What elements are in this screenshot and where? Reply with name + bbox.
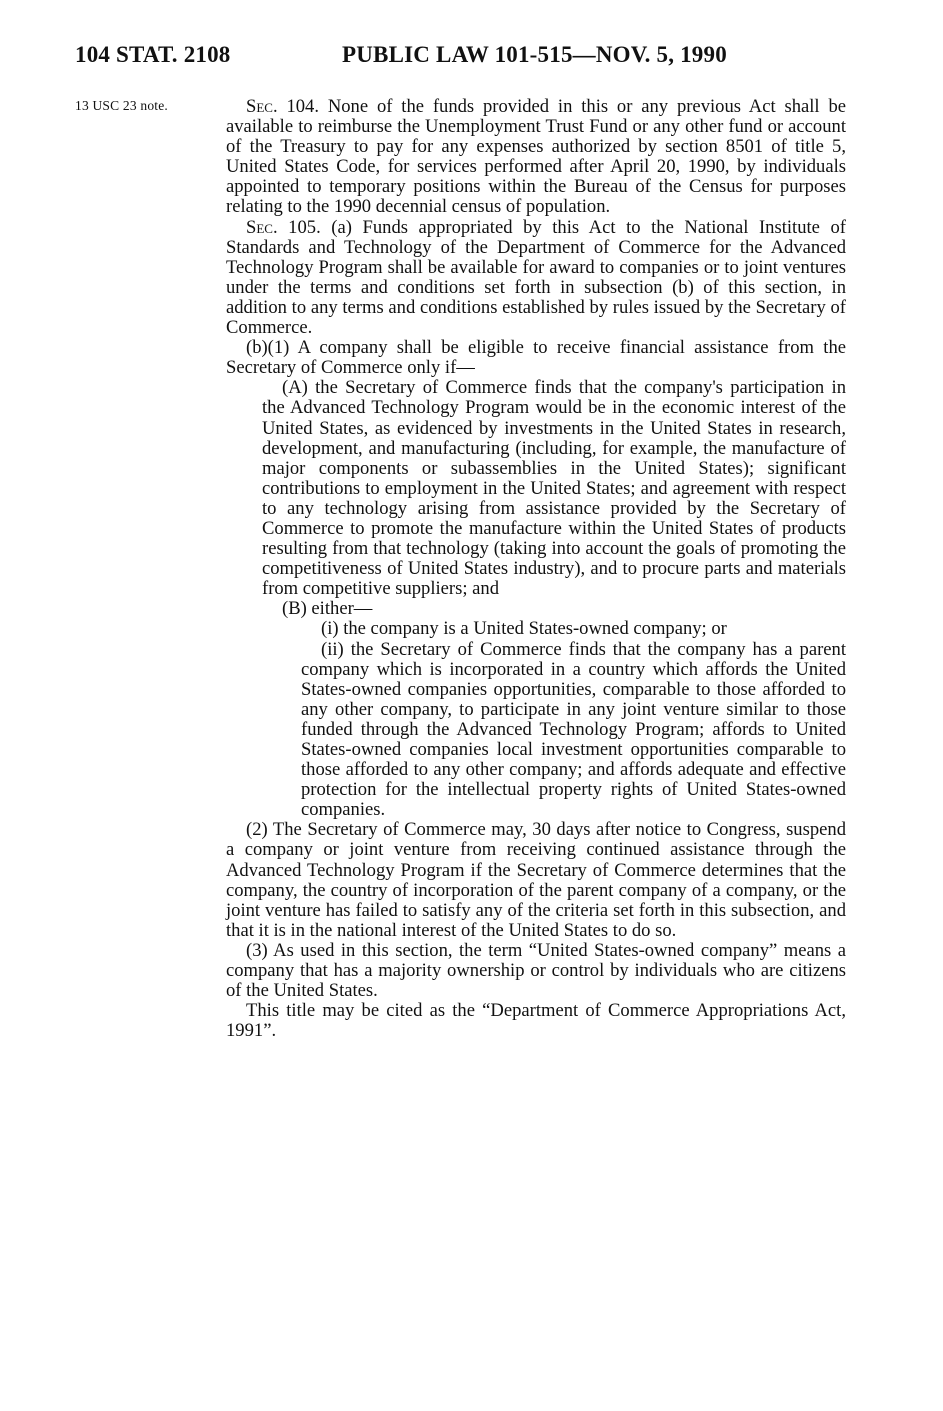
section-105a-text: 105. (a) Funds appropriated by this Act to the National Institute of Standards and Technology of the Department of Commerce for the Advanced Technology Program shall be available for award to companies or to joint ventures under the terms and conditions set forth in subsection (b) of this section, in addition to any terms and conditions established by rules issued by the Secretary of Commerce.	[226, 216, 846, 339]
margin-note: 13 USC 23 note.	[75, 98, 169, 113]
section-105a	[226, 218, 846, 339]
section-104	[226, 97, 846, 218]
paragraph-3: (3) As used in this section, the term “United States-owned company” means a company that has a majority ownership or control by individuals who are citizens of the United States.	[226, 939, 846, 1002]
section-105-label: Sec.	[246, 216, 278, 238]
subsection-b1: (b)(1) A company shall be eligible to receive financial assistance from the Secretary of Commerce only if—	[226, 337, 846, 379]
clause-B: (B) either—	[282, 598, 373, 620]
stat-page-number: 104 STAT. 2108	[75, 42, 231, 67]
paragraph-2: (2) The Secretary of Commerce may, 30 days after notice to Congress, suspend a company or joint venture from receiving continued assistance through the Advanced Technology Program if the Secretary of Commerce determines that the company, the country of incorporation of the parent company of a company, or the joint venture has failed to satisfy any of the criteria set forth in this subsection, and that it is in the national interest of the United States to do so.	[226, 819, 846, 941]
title-citation: This title may be cited as the “Department of Commerce Appropriations Act, 1991”.	[226, 1000, 846, 1042]
clause-ii: (ii) the Secretary of Commerce finds that the company has a parent company which is incorporated in a country which affords the United States-owned companies opportunities, comparable to those afforded to any other company, to participate in any joint venture similar to those funded through the Advanced Technology Program; affords to United States-owned companies local investment opportunities comparable to those afforded to any other company; and affords adequate and effective protection for the intellectual property rights of United States-owned companies.	[301, 638, 846, 821]
law-body	[226, 97, 846, 1041]
section-104-label: Sec.	[246, 96, 278, 117]
clause-A: (A) the Secretary of Commerce finds that the company's participation in the Advanced Technology Program would be in the economic interest of the United States, as evidenced by investments in the United States in research, development, and manufacturing (including, for example, the manufacture of major components or subassemblies in the United States); significant contributions to employment in the United States; and agreement with respect to any technology arising from assistance provided by the Secretary of Commerce to promote the manufacture within the United States of products resulting from that technology (taking into account the goals of promoting the competitiveness of United States industry), and to procure parts and materials from competitive suppliers; and	[262, 377, 846, 600]
clause-i: (i) the company is a United States-owned company; or	[321, 618, 727, 640]
section-104-text: 104. None of the funds provided in this or any previous Act shall be available to reimburse the Unemployment Trust Fund or any other fund or account of the Treasury to pay for any expenses authorized by section 8501 of title 5, United States Code, for services performed after April 20, 1990, by individuals appointed to temporary positions within the Bureau of the Census for purposes relating to the 1990 decennial census of population.	[226, 96, 846, 218]
public-law-title: PUBLIC LAW 101-515—NOV. 5, 1990	[342, 42, 727, 67]
